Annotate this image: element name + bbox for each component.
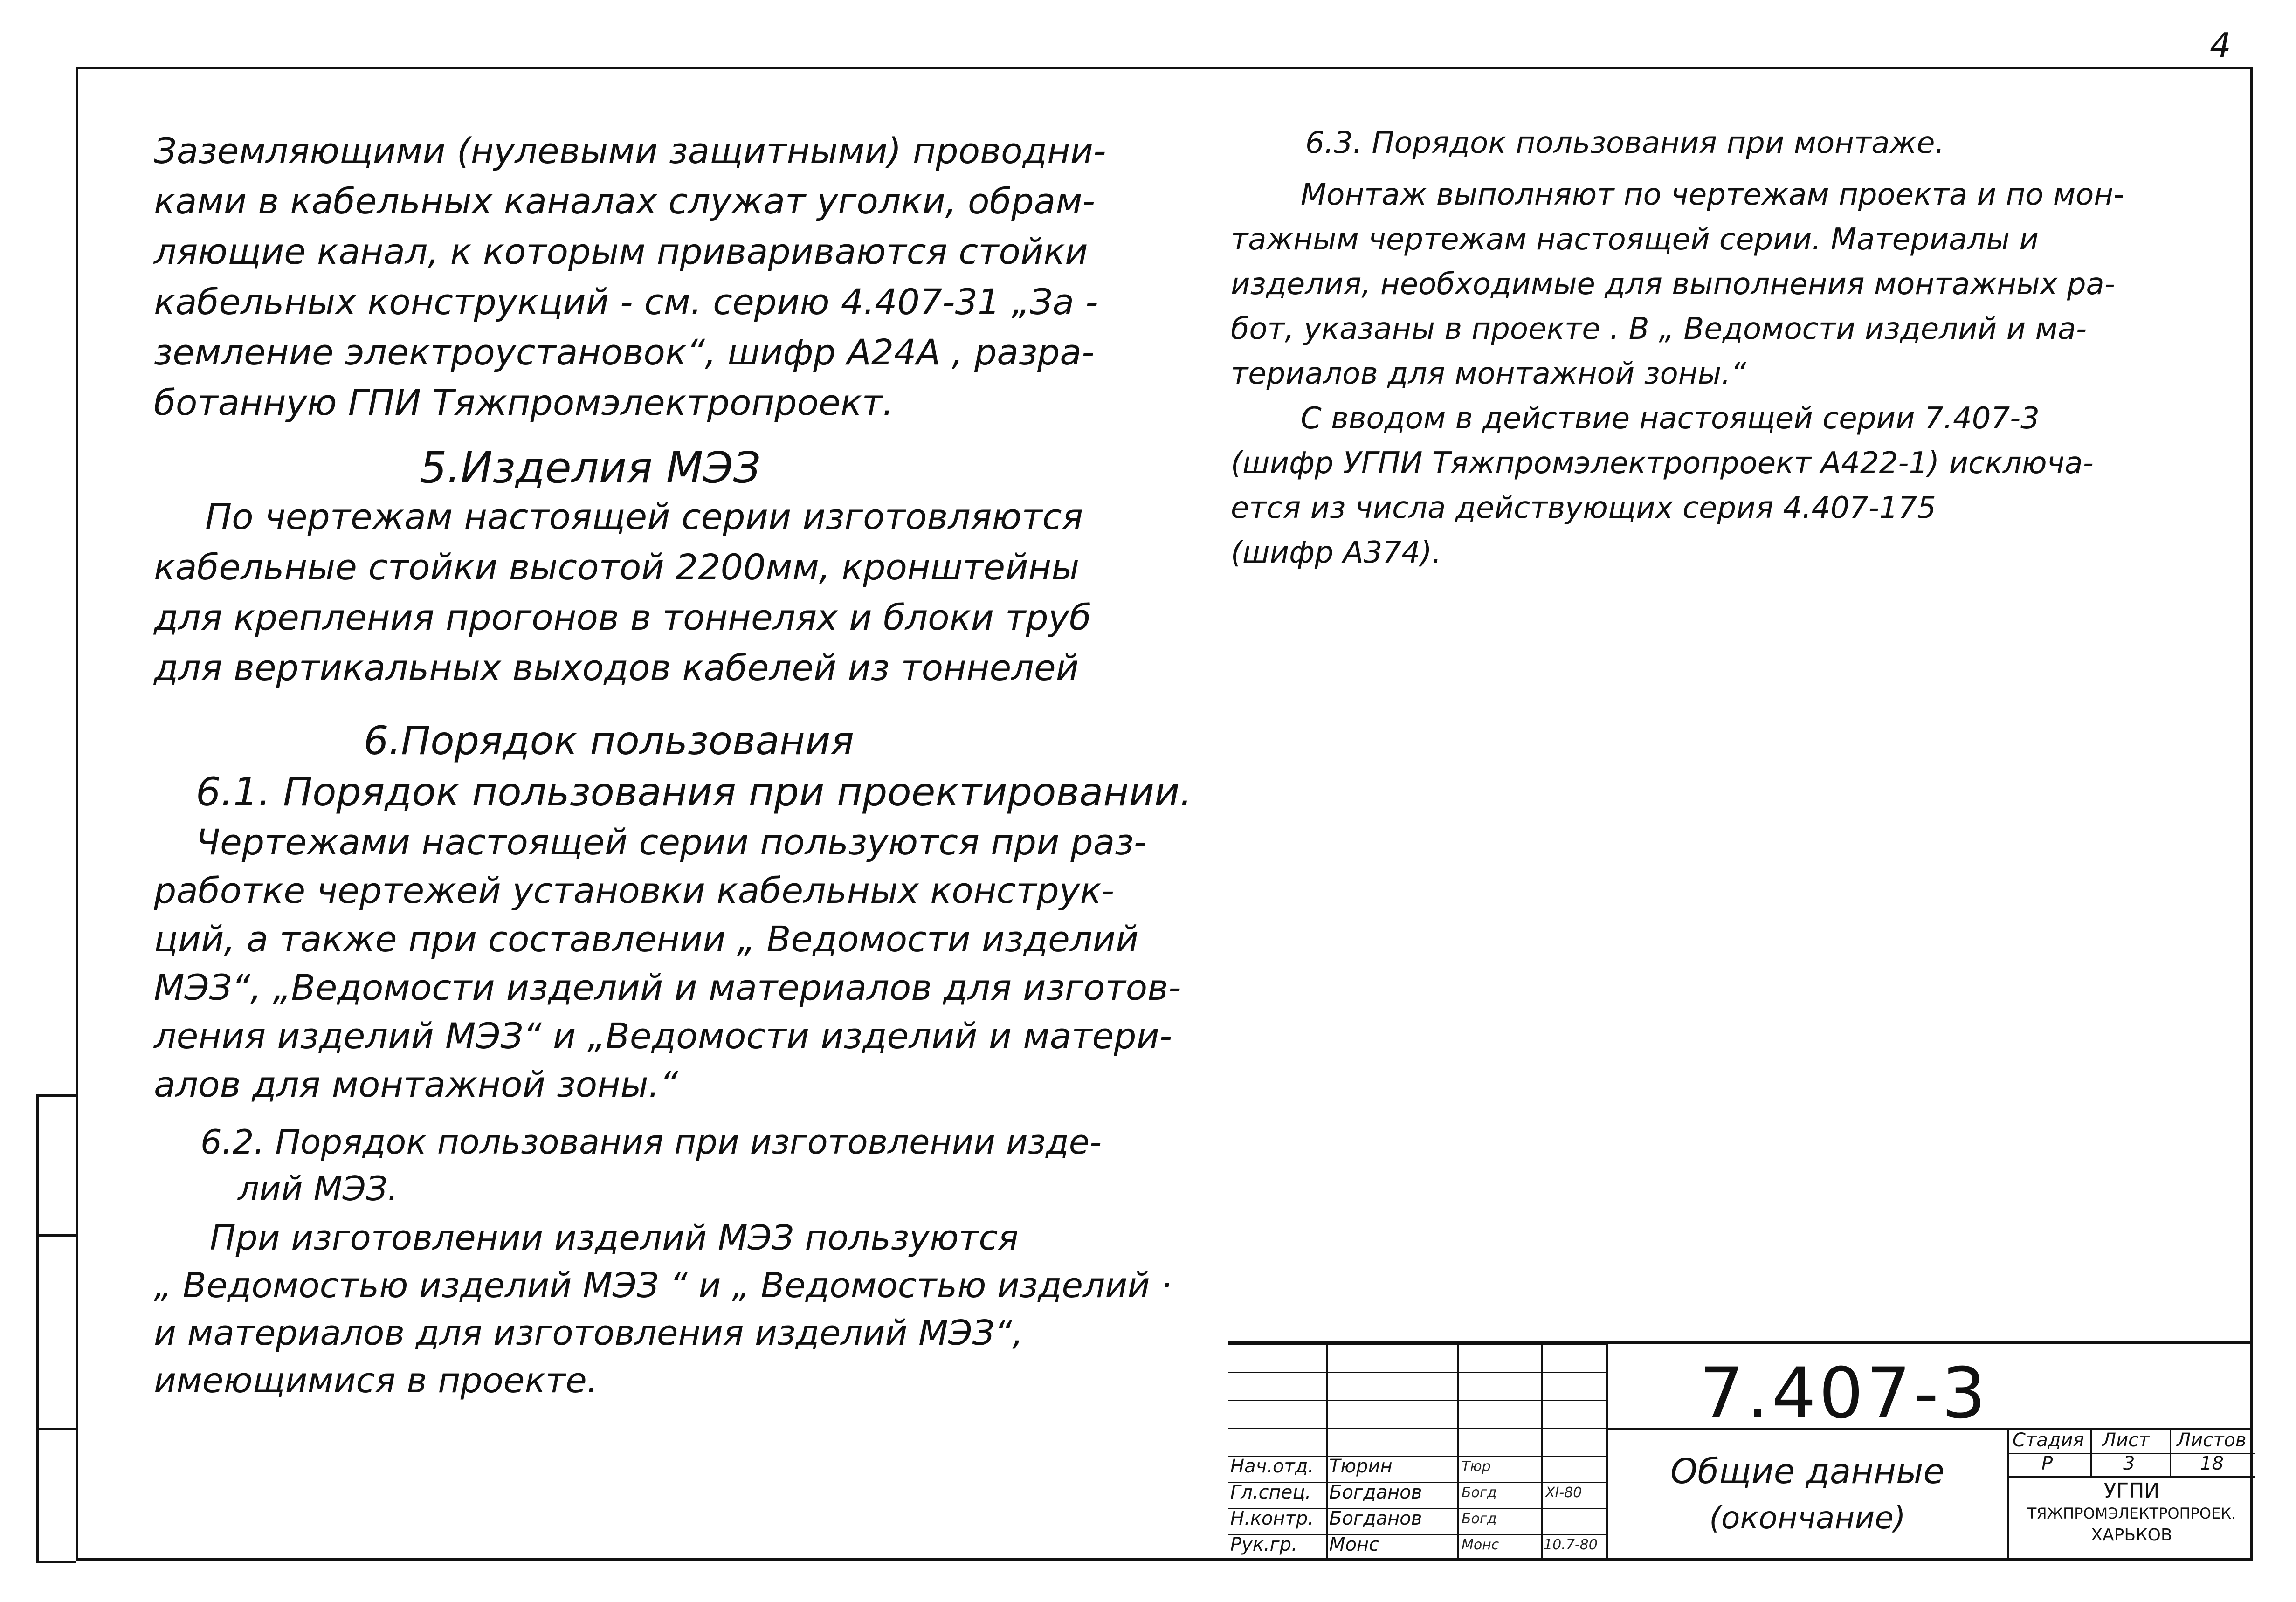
text-line: имеющимися в проекте. bbox=[154, 1361, 598, 1401]
sign-role: Гл.спец. bbox=[1230, 1482, 1311, 1503]
text-line: для крепления прогонов в тоннелях и блоки труб bbox=[154, 597, 1091, 638]
paragraph-section-6-2 bbox=[154, 1214, 1172, 1404]
sign-name: Богданов bbox=[1329, 1508, 1422, 1529]
text-line: МЭЗ“, „Ведомости изделий и материалов для изготов- bbox=[154, 967, 1181, 1008]
title-block-stamp bbox=[1228, 1341, 2253, 1561]
text-line: кабельных конструкций - см. серию 4.407-31 „За - bbox=[154, 281, 1098, 323]
text-line: тажным чертежам настоящей серии. Материалы и bbox=[1231, 222, 2039, 257]
sheets-value: 18 bbox=[2200, 1453, 2224, 1474]
text-line: ботанную ГПИ Тяжпромэлектропроект. bbox=[154, 382, 894, 423]
stage-header: Стадия bbox=[2013, 1430, 2084, 1451]
sign-mark: Богд bbox=[1462, 1485, 1497, 1501]
heading-section-6-3: 6.3. Порядок пользования при монтаже. bbox=[1305, 126, 1944, 160]
sign-role: Н.контр. bbox=[1230, 1508, 1314, 1529]
heading-section-6-2 bbox=[154, 1119, 1102, 1212]
sign-mark: Монс bbox=[1462, 1537, 1499, 1553]
text-line: С вводом в действие настоящей серии 7.407-3 bbox=[1301, 401, 2040, 436]
paragraph-section-6-3 bbox=[1231, 172, 2124, 396]
sign-role: Нач.отд. bbox=[1230, 1456, 1314, 1477]
text-line: териалов для монтажной зоны.“ bbox=[1231, 357, 1746, 391]
title-line: (окончание) bbox=[1709, 1500, 1906, 1536]
sheet-number: 4 bbox=[2210, 26, 2231, 65]
sign-date: XI-80 bbox=[1545, 1485, 1582, 1501]
organization-line: ТЯЖПРОМЭЛЕКТРОПРОЕК. bbox=[2027, 1505, 2236, 1522]
sign-role: Рук.гр. bbox=[1230, 1534, 1297, 1555]
sheet-title bbox=[1606, 1428, 2007, 1561]
binding-margin bbox=[36, 1094, 76, 1561]
text-line: „ Ведомостью изделий МЭЗ “ и „ Ведомостью изделий · bbox=[154, 1265, 1172, 1306]
sign-date: 10.7-80 bbox=[1544, 1537, 1598, 1553]
stage-value: Р bbox=[2041, 1453, 2053, 1474]
text-line: для вертикальных выходов кабелей из тоннелей bbox=[154, 647, 1079, 688]
text-line: ками в кабельных каналах служат уголки, обрам- bbox=[154, 180, 1095, 222]
sheets-header: Листов bbox=[2177, 1430, 2247, 1451]
text-line: Заземляющими (нулевыми защитными) проводни- bbox=[154, 130, 1106, 172]
text-line: По чертежам настоящей серии изготовляются bbox=[205, 496, 1083, 537]
paragraph-section-5 bbox=[154, 492, 1091, 693]
text-line: изделия, необходимые для выполнения монтажных ра- bbox=[1231, 267, 2115, 302]
text-line: ления изделий МЭЗ“ и „Ведомости изделий и матери- bbox=[154, 1015, 1172, 1057]
text-line: (шифр А374). bbox=[1231, 536, 1442, 570]
text-line: ляющие канал, к которым привариваются стойки bbox=[154, 231, 1088, 272]
text-line: Чертежами настоящей серии пользуются при раз- bbox=[196, 821, 1147, 863]
paragraph-series-replacement bbox=[1231, 396, 2094, 575]
text-line: алов для монтажной зоны.“ bbox=[154, 1064, 678, 1105]
sign-name: Богданов bbox=[1329, 1482, 1422, 1503]
signature-grid bbox=[1228, 1344, 1606, 1561]
heading-section-6: 6.Порядок пользования bbox=[364, 718, 855, 763]
heading-section-5: 5.Изделия МЭЗ bbox=[420, 443, 761, 493]
text-line: работке чертежей установки кабельных конструк- bbox=[154, 870, 1115, 911]
sign-mark: Богд bbox=[1462, 1511, 1497, 1527]
text-line: кабельные стойки высотой 2200мм, кронштейны bbox=[154, 546, 1080, 588]
text-line: ется из числа действующих серия 4.407-175 bbox=[1231, 491, 1937, 525]
sign-mark: Тюр bbox=[1462, 1458, 1491, 1475]
organization-line: УГПИ bbox=[2103, 1479, 2160, 1503]
heading-section-6-1: 6.1. Порядок пользования при проектировании. bbox=[196, 769, 1193, 815]
stage-sheet-block bbox=[2007, 1428, 2253, 1561]
text-line: 6.2. Порядок пользования при изготовлении изде- bbox=[200, 1122, 1102, 1162]
document-code: 7.407-3 bbox=[1699, 1353, 1989, 1434]
text-line: При изготовлении изделий МЭЗ пользуются bbox=[210, 1218, 1019, 1258]
text-line: бот, указаны в проекте . В „ Ведомости изделий и ма- bbox=[1231, 312, 2087, 346]
paragraph-grounding bbox=[154, 126, 1106, 428]
sign-name: Монс bbox=[1329, 1534, 1379, 1555]
text-line: лий МЭЗ. bbox=[238, 1169, 398, 1208]
sign-name: Тюрин bbox=[1329, 1456, 1393, 1477]
sheet-header: Лист bbox=[2102, 1430, 2150, 1451]
organization-line: ХАРЬКОВ bbox=[2091, 1526, 2172, 1545]
text-line: земление электроустановок“, шифр А24А , разра- bbox=[154, 331, 1095, 373]
title-line: Общие данные bbox=[1670, 1451, 1944, 1492]
sheet-value: 3 bbox=[2123, 1453, 2135, 1474]
text-line: (шифр УГПИ Тяжпромэлектропроект А422-1) исключа- bbox=[1231, 446, 2094, 481]
text-line: ций, а также при составлении „ Ведомости изделий bbox=[154, 918, 1139, 960]
text-line: и материалов для изготовления изделий МЭЗ“, bbox=[154, 1313, 1023, 1353]
paragraph-section-6-1 bbox=[154, 818, 1181, 1109]
text-line: Монтаж выполняют по чертежам проекта и по мон- bbox=[1301, 178, 2124, 212]
